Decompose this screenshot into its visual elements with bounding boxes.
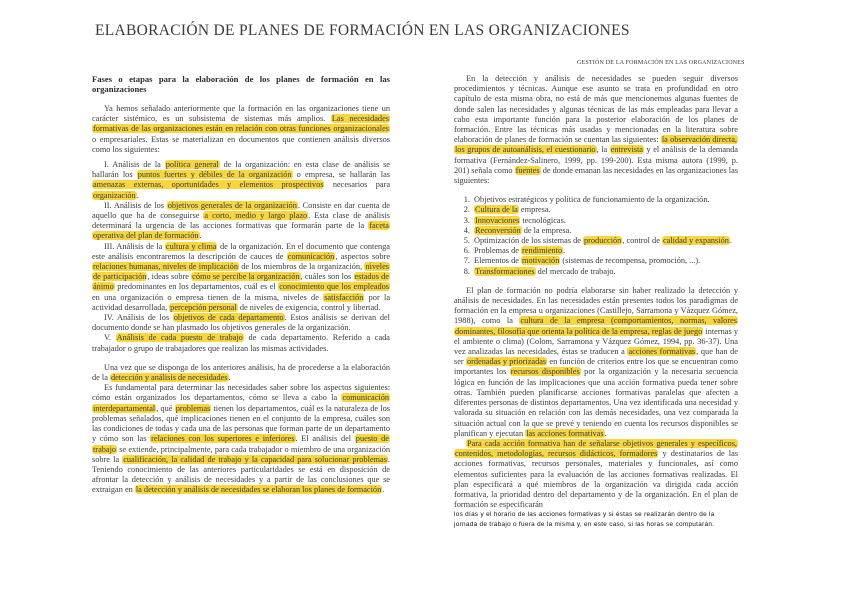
list-item: 7. Elementos de motivación (sistemas de recompensa, promoción, ...). (472, 256, 738, 266)
page-title: ELABORACIÓN DE PLANES DE FORMACIÓN EN LAS ORGANIZACIONES (95, 22, 630, 39)
list-item: 6. Problemas de rendimiento. (472, 246, 738, 256)
list-item: 2. Cultura de la empresa. (472, 205, 738, 215)
paragraph-aspects: Es fundamental para determinar las necesidades saber sobre los aspectos siguientes: cómo están organizados los departamentos, cómo se lleva a cabo la comunicación interdepartamental, qué problemas tienen los departamentos, cuál es la naturaleza de los problemas señalados, qué implicaciones tienen en el conjunto de la empresa, cuáles son las condiciones de todas y cada una de las personas que forman parte de un departamento y cómo son las relaciones con los superiores e inferiores. El análisis del puesto de trabajo se extiende, principalmente, para cada trabajador o miembro de una organización sobre la cualificación, la calidad de trabajo y la capacidad para solucionar problemas. Teniendo conocimiento de las anteriores particularidades se está en disposición de afrontar la detección y análisis de necesidades y a partir de las conclusiones que se extraigan en la detección y análisis de necesidades se elaboran los planes de formación. (92, 383, 391, 495)
paragraph-typed-note: los días y el horario de las acciones formativas y si éstas se realizarán dentro de la jornada de trabajo o fuera de la misma y, en este caso, si las horas se computarán. (454, 511, 715, 528)
paragraph-actions: Para cada acción formativa han de señalarse objetivos generales y específicos, contenidos, metodologías, recursos didácticos, formadores y destinatarios de las acciones formativas, recursos personales, materiales y funcionales, así como elementos suficientes para la evaluación de las acciones formativas realizadas. El plan especificará a qué miembros de la organización va dirigida cada acción formativa, la prioridad dentro del departamento y de la organización. En el plan de formación se especificarán (454, 438, 738, 510)
analysis-item-4: IV. Análisis de los objetivos de cada departamento. Estos análisis se derivan del documento donde se han plasmado los objetivos generales de la organización. (92, 313, 390, 333)
paragraph-techniques: En la detección y análisis de necesidades se pueden seguir diversos procedimientos y técnicas. Aunque ese asunto se trata en profundidad en otro capítulo de esta misma obra, no está de más que mencionemos algunas fuentes de donde salen las necesidades y algunas técnicas de las más empleadas para llevar a cabo esta importante función para la posterior elaboración de los planes de formación. Entre las técnicas más usadas y mencionadas en la literatura sobre elaboración de planes de formación se cuentan las siguientes: la observación directa, los grupos de autoanálisis, el cuestionario, la entrevista y el análisis de la demanda formativa (Fernández-Salinero, 1999, pp. 199-200). Esta misma autora (1999, p. 201) señala como fuentes de donde emanan las necesidades en las organizaciones las siguientes: (454, 74, 738, 186)
list-item: 4. Reconversión de la empresa. (472, 226, 738, 236)
analysis-item-3: III. Análisis de la cultura y clima de la organización. En el documento que contenga este análisis encontraremos la descripción de cauces de comunicación, aspectos sobre relaciones humanas, niveles de implicación de los miembros de la organización, niveles de participación, ideas sobre cómo se percibe la organización, cuáles son los estados de ánimo predominantes en los departamentos, cuál es el conocimiento que los empleados en una organización o empresa tienen de la misma, niveles de satisfacción por la actividad desarrollada, percepción personal de niveles de exigencia, control y libertad. (92, 241, 391, 312)
highlight: detección y análisis de necesidades (110, 373, 228, 383)
list-item: 1. Objetivos estratégicos y política de funcionamiento de la organización. (472, 195, 738, 205)
analysis-item-1: I. Análisis de la política general de la organización: en esta clase de análisis se hallarán los puntos fuertes y débiles de la organización o empresa, se hallarán las amenazas externas, oportunidades y elementos prospectivos necesarios para organización. (92, 160, 391, 200)
analysis-item-2: II. Análisis de los objetivos generales de la organización. Consiste en dar cuenta de aquello que ha de conseguirse a corto, medio y largo plazo. Esta clase de análisis determinará la urgencia de las acciones formativas que formarán parte de la faceta operativa del plan de formación. (92, 200, 390, 241)
paragraph-detection: Una vez que se disponga de los anteriores análisis, ha de procederse a la elaboración de la detección y análisis de necesidades. (92, 362, 390, 383)
list-item: 8. Transformaciones del mercado de trabajo. (472, 267, 738, 277)
running-header: GESTIÓN DE LA FORMACIÓN EN LAS ORGANIZACIONES (577, 60, 745, 66)
sources-list (454, 195, 738, 277)
right-column (454, 74, 738, 530)
analysis-item-5: V. Análisis de cada puesto de trabajo de cada departamento. Referido a cada trabajador o grupo de trabajadores que realizan las mismas actividades. (92, 333, 390, 353)
list-item: 5. Optimización de los sistemas de producción, control de calidad y expansión. (472, 236, 738, 246)
paragraph-plan: El plan de formación no podría elaborarse sin haber realizado la detección y análisis de necesidades. En las necesidades están presentes todos los paradigmas de formación en la empresa u organizaciones (Castillejo, Sarramona y Vázquez Gómez, 1988), como la cultura de la empresa (comportamientos, normas, valores dominantes, filosofía que orienta la política de la empresa, reglas de juego internas y el ambiente o clima) (Colom, Sarramona y Vázquez Gómez, 1994, pp. 36-37). Una vez analizadas las necesidades, éstas se traducen a acciones formativas, que han de ser ordenadas y priorizadas en función de criterios entre los que se encuentran como importantes los recursos disponibles por la organización y la necesaria secuencia lógica en función de las implicaciones que una acción formativa pueda tener sobre otras. También pueden planificarse acciones formativas paralelas que afecten a diferentes personas de distintos departamentos. Una vez identificada una necesidad y valorada su situación en relación con las demás necesidades, una vez comparada la situación actual con la que se prevé y teniendo en cuenta los recursos disponibles se planifican y ejecutan las acciones formativas. (454, 285, 739, 438)
highlight: Las necesidades formativas de las organizaciones están en relación con otras funciones organizacionales (93, 114, 389, 134)
list-item: 3. Innovaciones tecnológicas. (472, 216, 738, 226)
left-column (92, 74, 390, 496)
section-heading: Fases o etapas para la elaboración de los planes de formación en las organizaciones (92, 74, 390, 94)
paragraph-intro: Ya hemos señalado anteriormente que la formación en las organizaciones tiene un carácter sistémico, es un subsistema de sistemas más amplios. Las necesidades formativas de las organizaciones están en relación con otras funciones organizacionales o empresariales. Estas se materializan en documentos que contienen análisis diversos como los siguientes: (92, 104, 390, 154)
